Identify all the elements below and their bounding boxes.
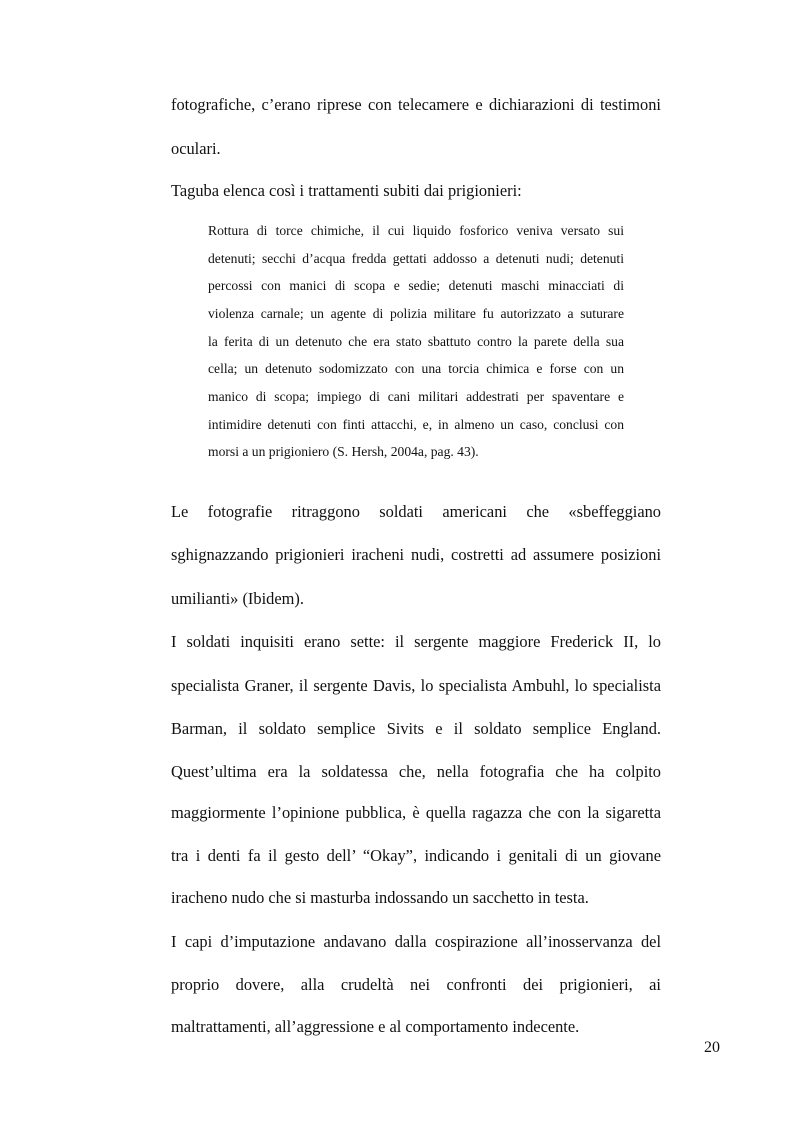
text-line: Taguba elenca così i trattamenti subiti dai prigionieri: [171,181,522,200]
text-line: maltrattamenti, all’aggressione e al comportamento indecente. [171,1017,580,1036]
quote-line: percossi con manici di scopa e sedie; detenuti maschi minacciati di [208,278,624,293]
quote-line: intimidire detenuti con finti attacchi, e, in almeno un caso, conclusi con [208,417,624,432]
quote-line: violenza carnale; un agente di polizia militare fu autorizzato a suturare [208,306,624,321]
quote-line: cella; un detenuto sodomizzato con una torcia chimica e forse con un [208,361,624,376]
text-line: iracheno nudo che si masturba indossando un sacchetto in testa. [171,888,589,907]
text-line: tra i denti fa il gesto dell’ “Okay”, indicando i genitali di un giovane [171,846,661,865]
text-line: sghignazzando prigionieri iracheni nudi, costretti ad assumere posizioni [171,545,661,564]
text-line: I soldati inquisiti erano sette: il sergente maggiore Frederick II, lo [171,632,661,651]
page-number: 20 [704,1039,720,1056]
quote-line: manico di scopa; impiego di cani militari addestrati per spaventare e [208,389,624,404]
text-line: maggiormente l’opinione pubblica, è quella ragazza che con la sigaretta [171,803,661,822]
text-line: fotografiche, c’erano riprese con telecamere e dichiarazioni di testimoni [171,95,661,114]
text-line: Barman, il soldato semplice Sivits e il soldato semplice England. [171,719,661,738]
text-line: oculari. [171,139,221,158]
quote-line: detenuti; secchi d’acqua fredda gettati addosso a detenuti nudi; detenuti [208,251,624,266]
text-line: proprio dovere, alla crudeltà nei confronti dei prigionieri, ai [171,975,661,994]
quote-line: morsi a un prigioniero (S. Hersh, 2004a, pag. 43). [208,444,479,459]
text-line: Le fotografie ritraggono soldati americani che «sbeffeggiano [171,502,661,521]
quote-line: la ferita di un detenuto che era stato sbattuto contro la parete della sua [208,334,624,349]
text-line: umilianti» (Ibidem). [171,589,304,608]
text-line: Quest’ultima era la soldatessa che, nella fotografia che ha colpito [171,762,661,781]
text-line: I capi d’imputazione andavano dalla cospirazione all’inosservanza del [171,932,661,951]
quote-line: Rottura di torce chimiche, il cui liquido fosforico veniva versato sui [208,223,624,238]
text-line: specialista Graner, il sergente Davis, lo specialista Ambuhl, lo specialista [171,676,661,695]
